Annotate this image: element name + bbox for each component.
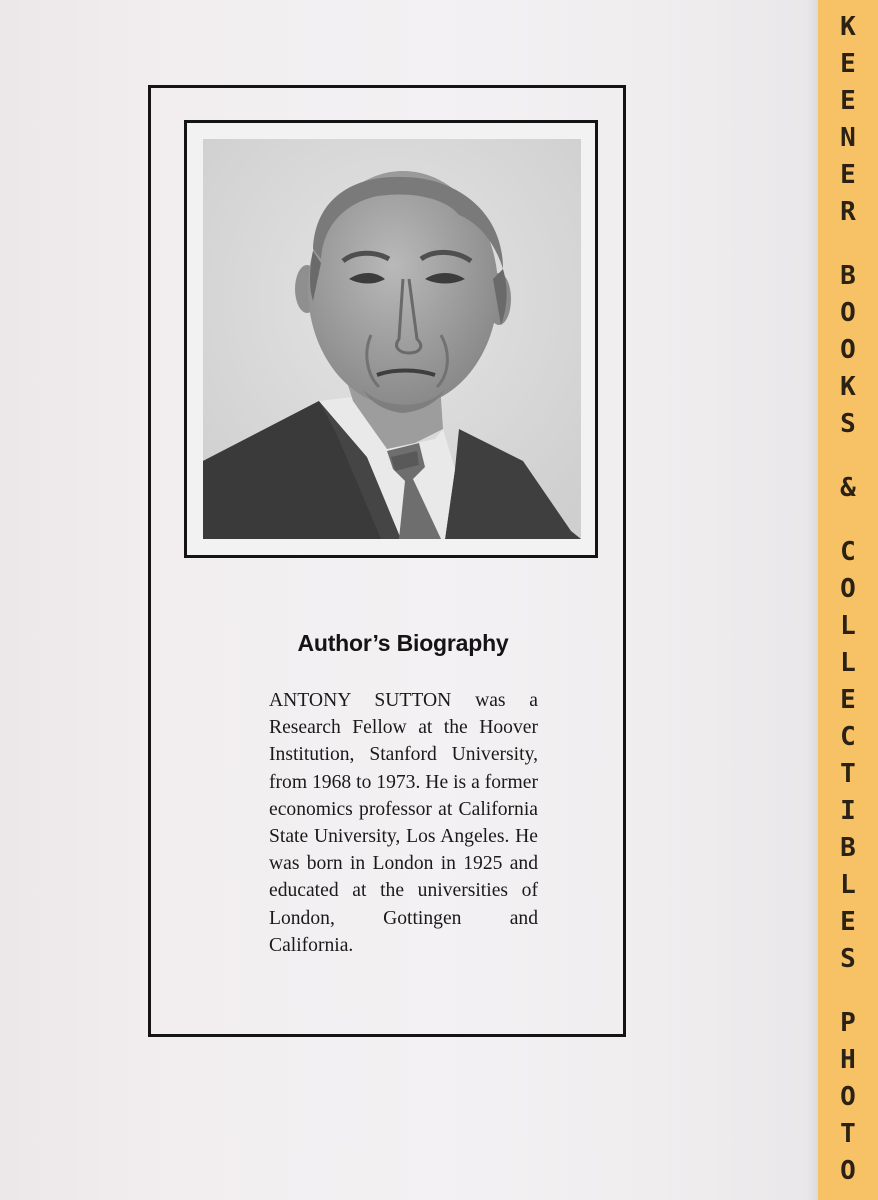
watermark-letter: C xyxy=(840,722,856,752)
watermark-letter: I xyxy=(840,796,856,826)
watermark-letter: C xyxy=(840,537,856,567)
watermark-letter: O xyxy=(840,1082,856,1112)
watermark-letter: L xyxy=(840,870,856,900)
watermark-letter: S xyxy=(840,944,856,974)
watermark-strip xyxy=(818,0,878,1200)
watermark-letter: L xyxy=(840,648,856,678)
watermark-letter: E xyxy=(840,160,856,190)
watermark-letter: B xyxy=(840,261,856,291)
watermark-letter: L xyxy=(840,611,856,641)
watermark-letter: P xyxy=(840,1008,856,1038)
watermark-letter: R xyxy=(840,197,856,227)
watermark-letter: O xyxy=(840,1156,856,1186)
biography-title: Author’s Biography xyxy=(297,630,509,656)
watermark-letter: E xyxy=(840,49,856,79)
watermark-letter: K xyxy=(840,372,856,402)
watermark-letter: K xyxy=(840,12,856,42)
watermark-letter: N xyxy=(840,123,856,153)
watermark-letter: O xyxy=(840,574,856,604)
watermark-letter: E xyxy=(840,907,856,937)
watermark-letter: E xyxy=(840,685,856,715)
biography-text: ANTONY SUTTON was a Research Fellow at the Hoover Institution, Stanford University, from 1968 to 1973. He is a former economics professor at California State University, Los Angeles. He was born in London in 1925 and educated at the universities of London, Gottingen and California. xyxy=(269,690,538,956)
watermark-letter: S xyxy=(840,409,856,439)
watermark-letter: O xyxy=(840,298,856,328)
watermark-letter: T xyxy=(840,759,856,789)
photo-frame xyxy=(184,120,598,558)
watermark-letter: B xyxy=(840,833,856,863)
watermark-letter: T xyxy=(840,1119,856,1149)
watermark-letter: & xyxy=(840,473,856,503)
watermark-letter: E xyxy=(840,86,856,116)
author-portrait xyxy=(203,139,581,539)
watermark-letter: H xyxy=(840,1045,856,1075)
watermark-letter: O xyxy=(840,335,856,365)
